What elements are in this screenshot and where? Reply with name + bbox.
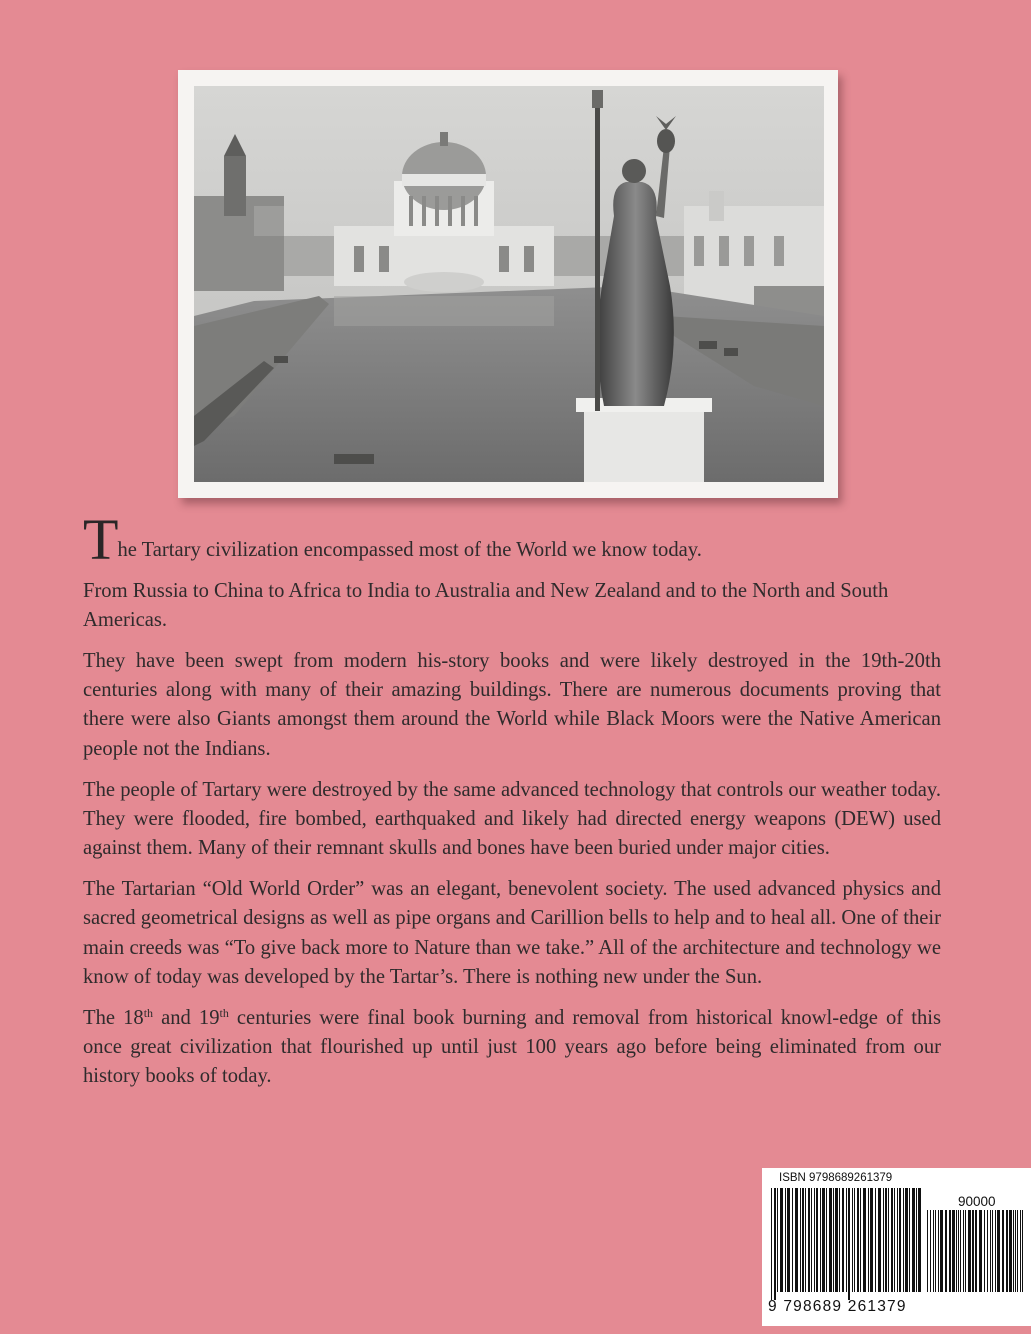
barcode-bar: [918, 1188, 921, 1292]
barcode-bar: [987, 1210, 988, 1292]
barcode-bar: [848, 1188, 850, 1300]
paragraph-centuries: [83, 1004, 941, 1092]
photo-frame: [178, 70, 838, 498]
paragraph-regions: From Russia to China to Africa to India to Australia and New Zealand and to the North and South Americas.: [83, 579, 889, 632]
barcode-bar: [995, 1210, 996, 1292]
barcode-bar: [875, 1188, 876, 1292]
barcode-bar: [1020, 1210, 1021, 1292]
isbn-label: ISBN 9798689261379: [779, 1172, 893, 1184]
barcode-bar: [839, 1188, 840, 1292]
barcode-bar: [1017, 1210, 1018, 1292]
barcode-bar: [909, 1188, 910, 1292]
barcode-bar: [829, 1188, 832, 1292]
barcode-bar: [938, 1210, 939, 1292]
barcode-bar: [885, 1188, 887, 1292]
barcode-bar: [916, 1188, 917, 1292]
isbn-barcode: [762, 1168, 1031, 1326]
barcode-bar: [883, 1188, 884, 1292]
barcode-bar: [958, 1210, 959, 1292]
paragraph-history: They have been swept from modern his-story books and were likely destroyed in the 19th-20th centuries along with many of their amazing buildings. There are numerous documents proving that there were also Giants amongst them around the World while Black Moors were the Native American people not the Indians.: [83, 649, 941, 760]
barcode-bar: [816, 1188, 818, 1292]
barcode-bar: [814, 1188, 815, 1292]
superscript-th-1: th: [143, 1005, 154, 1020]
barcode-bar: [846, 1188, 847, 1292]
barcode-bar: [940, 1210, 943, 1292]
barcode-bar: [805, 1188, 806, 1292]
paragraph-destruction: The people of Tartary were destroyed by the same advanced technology that controls our weather today. They were flooded, fire bombed, earthquaked and likely had directed energy weapons (DEW) used against them. Many of their remnant skulls and bones have been buried under major cities.: [83, 778, 941, 860]
barcode-bar: [868, 1188, 869, 1292]
barcode-bar: [963, 1210, 964, 1292]
paragraph-old-world-order: The Tartarian “Old World Order” was an elegant, benevolent society. The used advanced physics and sacred geometrical designs as well as pipe organs and Carillion bells to help and to heal all. One of their main creeds was “To give back more to Nature than we take.” All of the architecture and technology we know of today was developed by the Tartar’s. There is nothing new under the Sun.: [83, 877, 941, 988]
barcode-bar: [979, 1210, 982, 1292]
barcode-bars: [771, 1188, 921, 1306]
barcode-bar: [802, 1188, 804, 1292]
barcode-bar: [960, 1210, 961, 1292]
barcode-bar: [927, 1210, 928, 1292]
barcode-bar: [897, 1188, 898, 1292]
barcode-bar: [833, 1188, 834, 1292]
superscript-th-2: th: [219, 1005, 229, 1020]
barcode-bar: [930, 1210, 931, 1292]
barcode-bar: [992, 1210, 993, 1292]
drop-cap: T: [83, 507, 119, 572]
barcode-bar: [842, 1188, 844, 1292]
barcode-bar: [820, 1188, 821, 1292]
paragraph-centuries-c: centuries were final book burning and removal from historical knowl-edge of this once great civilization that flourished up until just 100 years ago before being eliminated from our history books of today.: [83, 1006, 941, 1088]
barcode-bar: [933, 1210, 934, 1292]
barcode-bar: [965, 1210, 966, 1292]
barcode-bar: [771, 1188, 772, 1300]
price-barcode-bars: [927, 1210, 1025, 1306]
barcode-bar: [903, 1188, 904, 1292]
barcode-bar: [774, 1188, 776, 1300]
barcode-bar: [1006, 1210, 1008, 1292]
barcode-bar: [854, 1188, 855, 1292]
barcode-bar: [888, 1188, 889, 1292]
paragraph-intro-text: he Tartary civilization encompassed most of the World we know today.: [117, 539, 702, 561]
barcode-bar: [894, 1188, 895, 1292]
barcode-bar: [870, 1188, 873, 1292]
barcode-bar: [826, 1188, 827, 1292]
barcode-bar: [780, 1188, 783, 1292]
barcode-bar: [968, 1210, 971, 1292]
barcode-bar: [822, 1188, 825, 1292]
barcode-bar: [935, 1210, 936, 1292]
barcode-bar: [777, 1188, 778, 1292]
barcode-bar: [1013, 1210, 1014, 1292]
barcode-bar: [899, 1188, 901, 1292]
barcode-bar: [912, 1188, 915, 1292]
isbn-digits: 9 798689 261379: [768, 1298, 907, 1315]
barcode-bar: [800, 1188, 801, 1292]
price-code: 90000: [958, 1194, 996, 1209]
barcode-bar: [956, 1210, 957, 1292]
barcode-bar: [795, 1188, 798, 1292]
barcode-bar: [952, 1210, 955, 1292]
barcode-bar: [972, 1210, 974, 1292]
barcode-bar: [835, 1188, 838, 1292]
barcode-bar: [792, 1188, 793, 1292]
barcode-bar: [785, 1188, 786, 1292]
barcode-bar: [787, 1188, 790, 1292]
barcode-bar: [1009, 1210, 1012, 1292]
barcode-bar: [975, 1210, 977, 1292]
barcode-bar: [860, 1188, 861, 1292]
barcode-bar: [1022, 1210, 1023, 1292]
barcode-bar: [811, 1188, 812, 1292]
barcode-bar: [878, 1188, 881, 1292]
barcode-bar: [990, 1210, 991, 1292]
barcode-bar: [891, 1188, 893, 1292]
paragraph-intro: [83, 507, 941, 572]
barcode-bar: [905, 1188, 908, 1292]
columbian-exposition-photo: [194, 86, 824, 482]
barcode-bar: [984, 1210, 985, 1292]
barcode-bar: [852, 1188, 853, 1292]
barcode-bar: [1015, 1210, 1016, 1292]
barcode-bar: [857, 1188, 859, 1292]
paragraph-centuries-b: and 19: [153, 1006, 220, 1029]
barcode-bar: [1002, 1210, 1004, 1292]
paragraph-centuries-a: The 18: [83, 1006, 144, 1029]
back-cover-text: [83, 507, 941, 1103]
barcode-bar: [863, 1188, 866, 1292]
barcode-bar: [997, 1210, 1000, 1292]
barcode-bar: [808, 1188, 810, 1292]
barcode-bar: [949, 1210, 951, 1292]
barcode-bar: [945, 1210, 947, 1292]
